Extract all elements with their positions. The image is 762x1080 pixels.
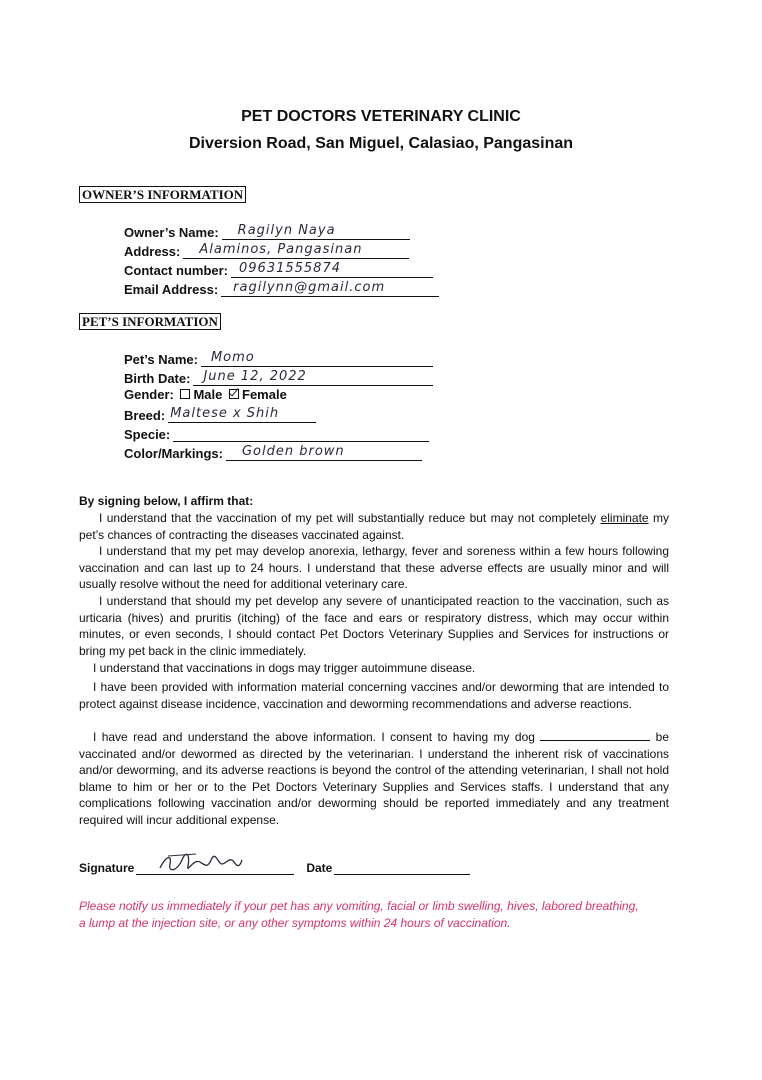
signature-label: Signature	[79, 861, 135, 875]
address-label: Address:	[124, 244, 181, 259]
p1-underlined: eliminate	[600, 511, 649, 525]
color-field	[124, 443, 422, 461]
color-line[interactable]	[226, 444, 422, 461]
email-line[interactable]	[221, 280, 439, 297]
pet-name-value: Momo	[210, 350, 255, 365]
specie-label: Specie:	[124, 427, 171, 442]
signature-line[interactable]	[136, 860, 294, 875]
email-label: Email Address:	[124, 282, 219, 297]
address-value: Alaminos, Pangasinan	[199, 242, 363, 257]
owner-name-field	[124, 222, 410, 240]
clinic-name: PET DOCTORS VETERINARY CLINIC	[241, 108, 521, 125]
signature-row	[79, 860, 470, 875]
contact-label: Contact number:	[124, 263, 228, 278]
address-line[interactable]	[183, 242, 409, 259]
date-label: Date	[306, 861, 333, 875]
affirmation-title: By signing below, I affirm that:	[79, 494, 254, 508]
breed-label: Breed:	[124, 408, 166, 423]
email-field	[124, 279, 439, 297]
birth-date-line[interactable]	[193, 369, 433, 386]
pet-name-line[interactable]	[201, 350, 433, 367]
male-checkbox[interactable]	[180, 389, 190, 399]
owner-name-value: Ragilyn Naya	[237, 223, 336, 238]
pet-name-label: Pet’s Name:	[124, 352, 198, 367]
date-line[interactable]	[334, 860, 470, 875]
color-value: Golden brown	[241, 444, 345, 459]
address-field	[124, 241, 409, 259]
affirmation-paragraph-4	[79, 660, 669, 677]
gender-label: Gender:	[124, 387, 174, 402]
signature-scribble	[156, 850, 246, 876]
dog-name-blank[interactable]	[540, 730, 650, 741]
post-vaccination-notice: Please notify us immediately if your pet has any vomiting, facial or limb swelling, hives, labored breathing, a lump at the injection site, or any other symptoms within 24 hours of vaccination.	[79, 899, 639, 930]
owner-name-line[interactable]	[222, 223, 410, 240]
birth-date-field	[124, 368, 433, 386]
pet-name-field	[124, 349, 433, 367]
p6-text-b: be vaccinated and/or dewormed as directed by the veterinarian. I understand the inherent risk of vaccinations and/or deworming, and its adverse reactions is beyond the control of the attending veterinarian, I shall not hold blame to him or her or to the Pet Doctors Veterinary Supplies and Services staffs. I understand that any complications following vaccination and/or deworming should be reported immediately and any treatment required will incur additional expense.	[79, 730, 669, 827]
p1-text-b: my pet’s chances of contracting the diseases vaccinated against.	[79, 511, 669, 542]
owner-name-label: Owner’s Name:	[124, 225, 219, 240]
p1-text-a: I understand that the vaccination of my pet will substantially reduce but may not completely	[99, 511, 601, 525]
breed-line[interactable]	[168, 406, 316, 423]
contact-field	[124, 260, 433, 278]
owner-section-heading: OWNER’S INFORMATION	[79, 186, 246, 203]
p5-text: I have been provided with information material concerning vaccines and/or deworming that are intended to protect against disease incidence, vaccination and deworming recommendations and adverse reactions.	[79, 680, 669, 711]
color-label: Color/Markings:	[124, 446, 223, 461]
gender-field	[124, 387, 287, 402]
contact-value: 09631555874	[239, 261, 341, 276]
affirmation-paragraph-2	[79, 543, 669, 593]
p3-text: I understand that should my pet develop any severe of unanticipated reaction to the vaccination, such as urticaria (hives) and pruritis (itching) of the face and ears or respiratory distress, which may occur within minutes, or even seconds, I should contact Pet Doctors Veterinary Supplies and Services for instructions or bring my pet back in the clinic immediately.	[79, 594, 669, 658]
affirmation-paragraph-3	[79, 593, 669, 659]
birth-date-label: Birth Date:	[124, 371, 191, 386]
female-option-label: Female	[242, 387, 287, 402]
p2-text: I understand that my pet may develop anorexia, lethargy, fever and soreness within a few hours following vaccination and can last up to 24 hours. I understand that these adverse effects are usually minor and will usually resolve without the need for additional veterinary care.	[79, 544, 669, 591]
female-checkbox[interactable]	[229, 389, 239, 399]
affirmation-paragraph-1	[79, 510, 669, 543]
contact-line[interactable]	[231, 261, 433, 278]
clinic-address: Diversion Road, San Miguel, Calasiao, Pangasinan	[188, 135, 574, 152]
pet-section-heading: PET’S INFORMATION	[79, 313, 221, 330]
breed-field	[124, 405, 316, 423]
specie-line[interactable]	[173, 425, 429, 442]
p6-text-a: I have read and understand the above information. I consent to having my dog	[93, 730, 541, 744]
affirmation-paragraph-6	[79, 729, 669, 828]
breed-value: Maltese x Shih	[170, 406, 280, 421]
specie-field	[124, 424, 429, 442]
birth-date-value: June 12, 2022	[203, 369, 307, 384]
affirmation-paragraph-5	[79, 679, 669, 712]
email-value: ragilynn@gmail.com	[233, 280, 386, 295]
p4-text: I understand that vaccinations in dogs may trigger autoimmune disease.	[93, 661, 476, 675]
male-option-label: Male	[193, 387, 223, 402]
